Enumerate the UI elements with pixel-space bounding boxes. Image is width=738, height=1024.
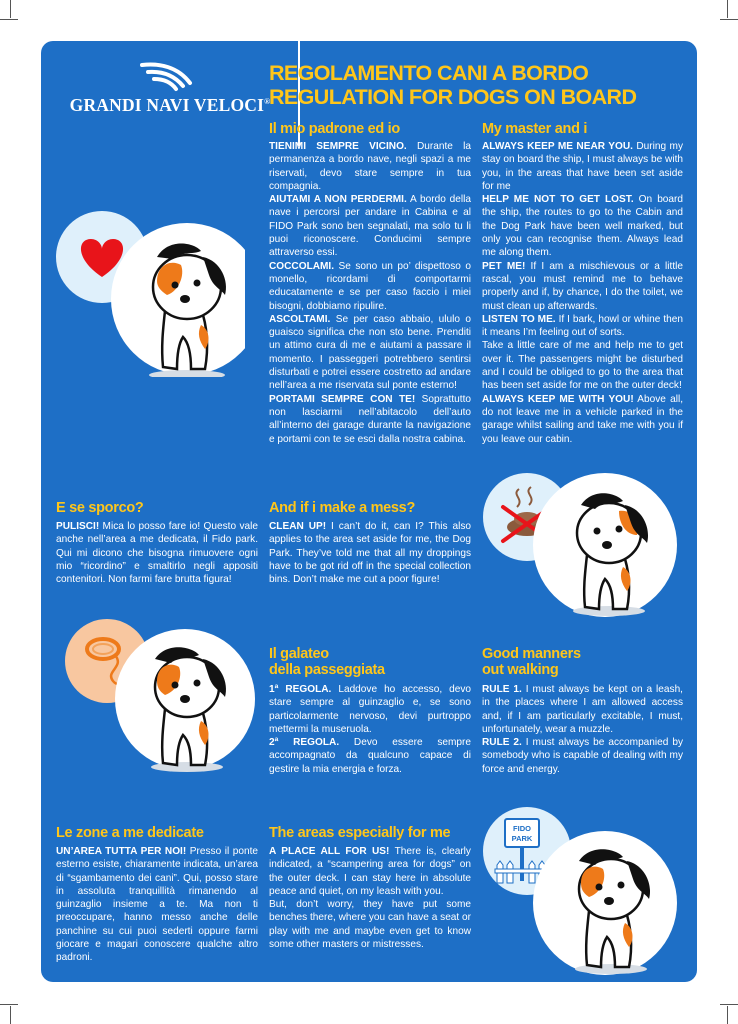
crop-mark <box>10 0 11 18</box>
crop-mark <box>0 19 18 20</box>
sign-line-1: FIDO <box>513 824 531 833</box>
title-italian: REGOLAMENTO CANI A BORDO <box>269 61 589 85</box>
text-walk-it <box>269 683 471 776</box>
heading-master-it: Il mio padrone ed io <box>269 121 400 137</box>
crop-mark <box>720 19 738 20</box>
crop-mark <box>10 1006 11 1024</box>
text-walk-en <box>482 683 683 776</box>
crop-mark <box>720 1004 738 1005</box>
text-master-it <box>269 140 471 446</box>
paragraph: PET ME! If I am a mischievous or a little rascal, you must remind me to behave properly and if, by chance, I do the toilet, we must clean up afterwards. <box>482 260 683 312</box>
text-mess-it <box>56 520 258 586</box>
heading-mess-it: E se sporco? <box>56 500 144 516</box>
text-mess-en <box>269 520 471 586</box>
heading-mess-en: And if i make a mess? <box>269 500 416 516</box>
paragraph: COCCOLAMI. Se sono un po’ dispettoso o monello, ricordami di comportarmi educatamente e se per caso faccio i miei bisogni, dobbiamo ripulire. <box>269 260 471 312</box>
paragraph: TIENIMI SEMPRE VICINO. Durante la permanenza a bordo nave, negli spazi a me riservati, devo stare sempre in tua compagnia. <box>269 141 472 192</box>
paragraph: AIUTAMI A NON PERDERMI. A bordo della nave i percorsi per andare in Cabina e al FIDO Park sono ben segnalati, ma solo tu li puoi riconoscere. Conducimi sempre attraverso essi. <box>269 194 471 259</box>
heading-master-en: My master and i <box>482 121 588 137</box>
flyer-panel <box>41 41 697 982</box>
paragraph: HELP ME NOT TO GET LOST. On board the ship, the routes to go to the Cabin and the Dog Park have been well marked, but only you can recognise them. Always lead me along them. <box>482 194 684 259</box>
brand-name: GRANDI NAVI VELOCI® <box>69 95 271 115</box>
text-zones-en <box>269 845 471 951</box>
sign-line-2: PARK <box>511 834 533 843</box>
paragraph: ASCOLTAMI. Se per caso abbaio, ululo o guaisco significa che non sto bene. Prenditi un attimo cura di me e aiutami a passare il momento. I passeggeri potrebbero sentirsi disturbati e potrei essere costretto ad andare nell’area a me riservata sul ponte esterno! <box>269 313 471 392</box>
heading-walk-it: Il galateo della passeggiata <box>269 646 385 678</box>
text-zones-it <box>56 845 258 965</box>
crop-mark <box>727 1006 728 1024</box>
brand-logo <box>54 61 286 131</box>
wave-logo-icon <box>138 61 198 93</box>
paragraph: CLEAN UP! I can’t do it, can I? This also applies to the area set aside for me, the Dog Park. They’ve told me that all my droppings have to be got rid off in the special collection bins. Don’t make me cut a poor figure! <box>269 521 471 586</box>
title-english: REGULATION FOR DOGS ON BOARD <box>269 85 637 109</box>
illustration-park-dog <box>481 805 681 977</box>
heading-zones-en: The areas especially for me <box>269 825 451 841</box>
paragraph: A PLACE ALL FOR US! There is, clearly indicated, a “scampering area for dogs” on the outer deck. I can stay here in absolute peace and quiet, on my leash with you. <box>269 846 471 897</box>
crop-mark <box>727 0 728 18</box>
paragraph: ALWAYS KEEP ME NEAR YOU. During my stay on board the ship, I must always be with you, in the areas that have been set aside for me <box>482 141 683 192</box>
paragraph: PORTAMI SEMPRE CON TE! Soprattutto non lasciarmi nell’abitacolo dell’auto all’interno dei garage durante la navigazione e portami con te se esci dalla nostra cabina. <box>269 393 471 445</box>
illustration-heart-dog <box>55 207 245 377</box>
illustration-poop-dog <box>481 469 681 619</box>
crop-mark <box>0 1004 18 1005</box>
paragraph: 2ª REGOLA. Devo essere sempre accompagnato da qualcuno capace di gestire la mia energia e forza. <box>269 737 471 775</box>
paragraph: UN’AREA TUTTA PER NOI! Presso il ponte esterno esiste, chiaramente indicata, un’area di “sgambamento dei cani”. Qui, posso stare in assoluta tranquillità rimanendo al guinzaglio insieme a te. Ma non ti preoccupare, hanno messo anche delle panchine su cui puoi sederti oppure farmi giocare e magari conoscere qualche altro padroni. <box>56 846 258 964</box>
text-master-en <box>482 140 683 446</box>
paragraph: RULE 1. I must always be kept on a leash, in the places where I am allowed access and, if I am particularly excitable, I must, unfortunately, wear a muzzle. <box>482 684 683 735</box>
heading-walk-en: Good manners out walking <box>482 646 581 678</box>
illustration-leash-dog <box>65 617 255 777</box>
paragraph: PULISCI! Mica lo posso fare io! Questo vale anche nell’area a me dedicata, il Fido park. Qui mi dicono che bisogna rimuovere ogni mio “ricordino” e smaltirlo negli appositi contenitori. Non farmi fare brutta figura! <box>56 521 258 586</box>
paragraph: LISTEN TO ME. If I bark, howl or whine then it means I’m feeling out of sorts. <box>482 313 683 339</box>
paragraph: 1ª REGOLA. Laddove ho accesso, devo stare sempre al guinzaglio e, se sono particolarmente nervoso, devi purtroppo mettermi la museruola. <box>269 684 472 735</box>
paragraph: RULE 2. I must always be accompanied by somebody who is capable of dealing with my force and energy. <box>482 737 683 775</box>
heading-zones-it: Le zone a me dedicate <box>56 825 204 841</box>
paragraph: But, don’t worry, they have put some benches there, where you can have a seat or play with me and maybe even get to know some other masters or mistresses. <box>269 899 472 951</box>
paragraph: Take a little care of me and help me to get over it. The passengers might be disturbed and I could be obliged to go to the area that has been set aside for me on the outer deck! <box>482 340 683 392</box>
paragraph: ALWAYS KEEP ME WITH YOU! Above all, do not leave me in a vehicle parked in the garage whilst sailing and take me with you if you leave our cabin. <box>482 393 684 445</box>
